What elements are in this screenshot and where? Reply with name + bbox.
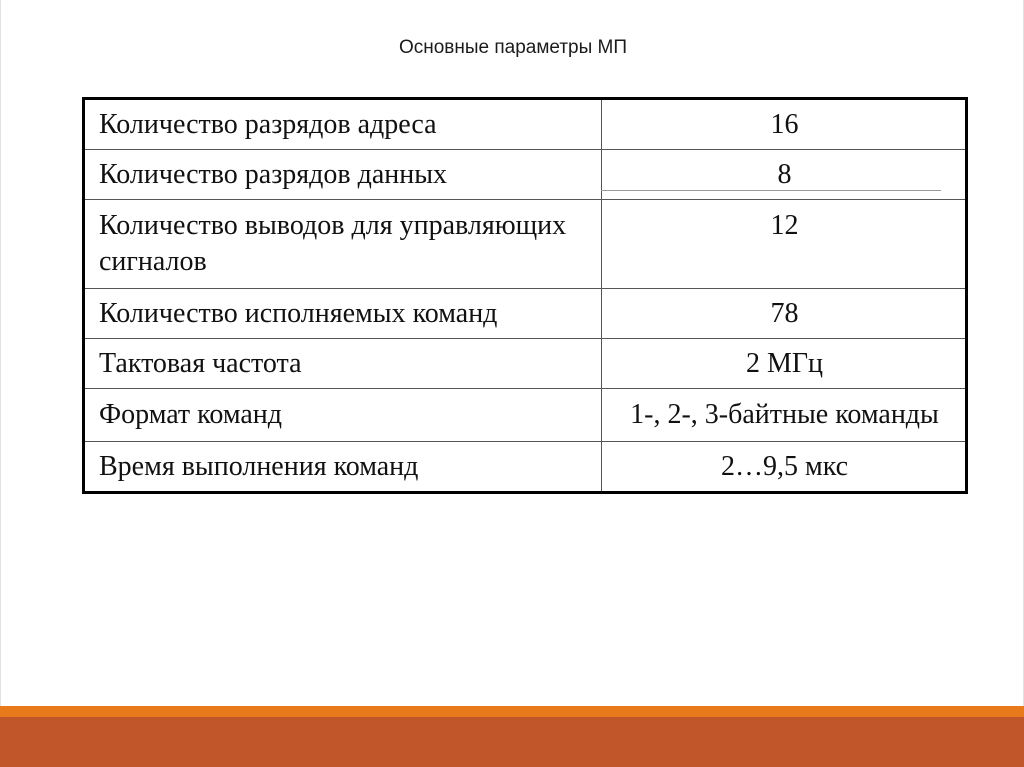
parameter-value: 1-, 2-, 3-байтные команды — [602, 389, 967, 442]
parameter-name: Время выполнения команд — [84, 442, 602, 493]
parameter-value: 8 — [602, 150, 967, 200]
stray-divider-line — [601, 190, 941, 191]
parameter-name: Количество разрядов адреса — [84, 99, 602, 150]
parameter-value: 12 — [602, 200, 967, 289]
parameter-value: 2 МГц — [602, 339, 967, 389]
parameter-value: 2…9,5 мкс — [602, 442, 967, 493]
parameter-value: 16 — [602, 99, 967, 150]
table-row — [84, 289, 967, 339]
parameter-name: Формат команд — [84, 389, 602, 442]
parameter-value: 78 — [602, 289, 967, 339]
parameter-name: Количество разрядов данных — [84, 150, 602, 200]
slide-title: Основные параметры МП — [398, 37, 628, 58]
table-row — [84, 99, 967, 150]
parameter-name: Количество исполняемых команд — [84, 289, 602, 339]
parameter-name: Тактовая частота — [84, 339, 602, 389]
table-row — [84, 150, 967, 200]
table-row — [84, 339, 967, 389]
parameters-table — [82, 97, 968, 494]
table-row — [84, 389, 967, 442]
table-row — [84, 442, 967, 493]
table-row — [84, 200, 967, 289]
parameter-name: Количество выводов для управляющих сигналов — [84, 200, 602, 289]
footer-band — [0, 717, 1024, 767]
footer-accent-line — [0, 706, 1024, 717]
